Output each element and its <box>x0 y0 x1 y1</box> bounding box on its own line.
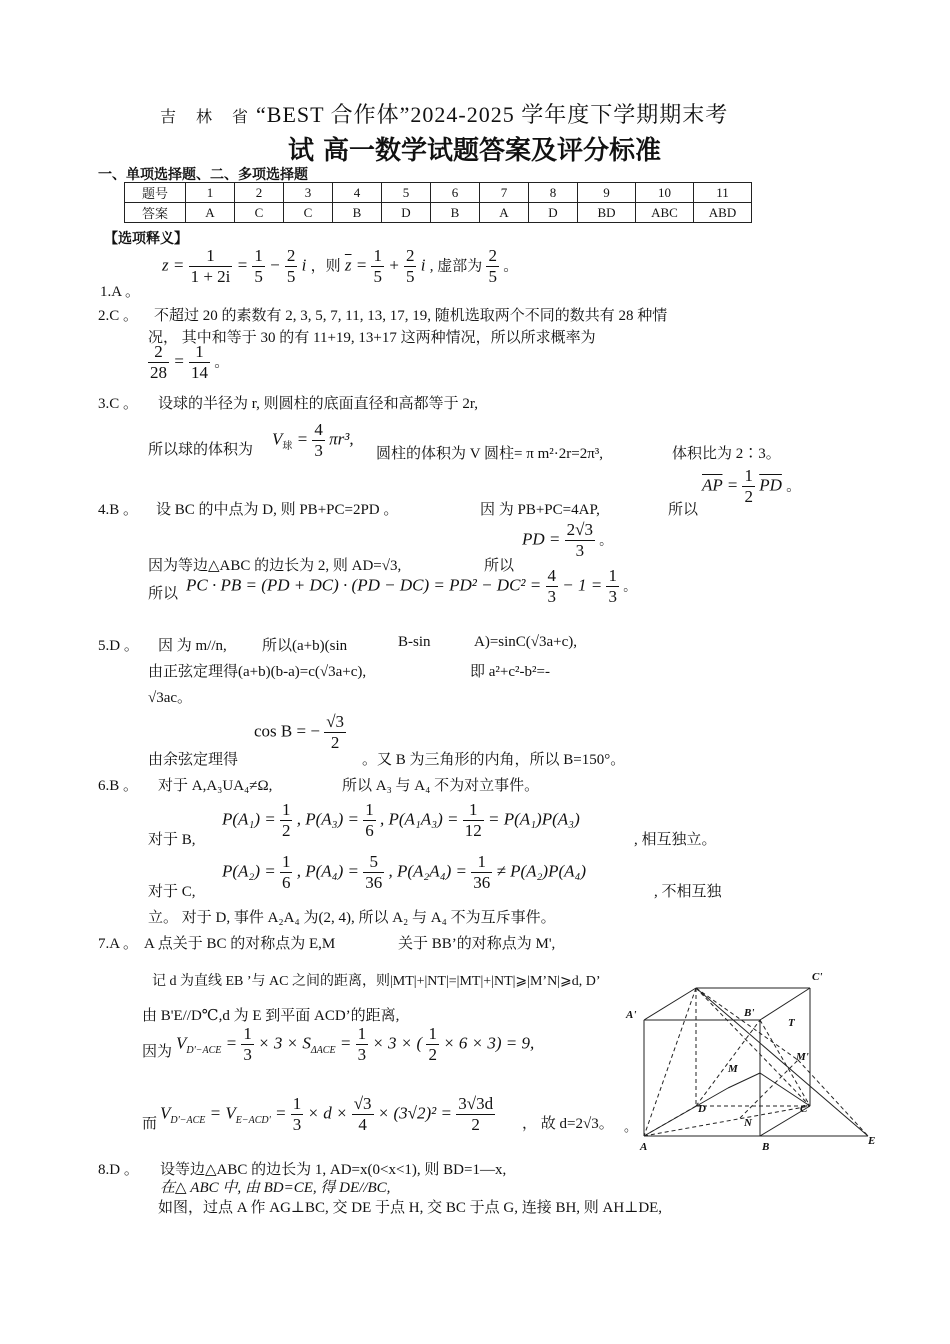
num: 5 <box>363 852 384 873</box>
den: 5 <box>373 267 382 286</box>
q7-frac <box>426 1024 439 1065</box>
q4-line1: 设 BC 的中点为 D, 则 PB+PC=2PD 。 <box>156 502 399 518</box>
cos: cos B = − <box>254 721 320 741</box>
q2-frac <box>148 342 169 383</box>
q4-formula1 <box>702 466 801 507</box>
op: = <box>236 255 249 275</box>
table-cell: 9 <box>578 183 636 203</box>
q7-label: 7.A 。 <box>98 936 139 952</box>
q6-pre3: 对于 C, <box>148 884 196 900</box>
q7-line1b: 关于 BB’的对称点为 M', <box>398 936 556 952</box>
q1-zbar: $\overline{z}$ <box>344 255 352 275</box>
title-main: “BEST 合作体”2024-2025 学年度下学期期末考 <box>256 102 729 127</box>
cube-diagram <box>620 968 880 1158</box>
sub: D'−ACE <box>170 1114 206 1126</box>
num: √3 <box>353 1094 372 1113</box>
den: 2 <box>330 733 340 752</box>
op: = <box>726 475 739 495</box>
op: i <box>420 255 426 275</box>
q8-line1: 设等边△ABC 的边长为 1, AD=x(0<x<1), 则 BD=1—x, <box>160 1162 507 1178</box>
table-cell: 5 <box>382 183 431 203</box>
q7-frac <box>456 1094 495 1135</box>
text: 。 <box>599 532 613 548</box>
num: 3√3d <box>458 1094 494 1113</box>
q7-line1a: A 点关于 BC 的对称点为 E,M <box>144 936 336 952</box>
expr: PC · PB = (PD + DC) · (PD − DC) = PD² − DC² = <box>186 575 542 595</box>
q1-z: z = <box>162 255 185 275</box>
table-cell: D <box>529 203 578 223</box>
q6-label: 6.B 。 <box>98 778 139 794</box>
num: 1 <box>189 342 210 363</box>
q4-line1b: 因 为 PB+PC=4AP, <box>480 502 600 518</box>
label-c-prime: C' <box>812 971 823 983</box>
pr: πr³ <box>329 429 350 449</box>
q3-line1: 设球的半径为 r, 则圆柱的底面直径和高都等于 2r, <box>158 396 479 412</box>
den: 3 <box>608 587 617 606</box>
q6-frac <box>280 800 293 841</box>
document-title-line2: 试 高一数学试题答案及评分标准 <box>288 136 662 166</box>
q7-frac <box>356 1024 369 1065</box>
num: √3 <box>326 712 345 731</box>
den: 3 <box>292 1115 302 1134</box>
op: × d × <box>307 1103 348 1123</box>
q8-line2: 在△ ABC 中, 由 BD=CE, 得 DE//BC, <box>160 1180 391 1196</box>
num: 2 <box>286 246 296 265</box>
num: 2 <box>148 342 169 363</box>
table-cell: 11 <box>694 183 752 203</box>
document-title-line1 <box>160 98 728 129</box>
label-a-prime: A' <box>626 1009 637 1021</box>
den: 3 <box>547 587 556 606</box>
table-cell: 4 <box>333 183 382 203</box>
v: V <box>160 1103 171 1123</box>
q7-frac <box>352 1094 374 1135</box>
q6-post2: , 相互独立。 <box>634 832 717 848</box>
num: 2 <box>405 246 415 265</box>
sub: 球 <box>282 440 293 452</box>
q7-pre4: 因为 <box>142 1044 173 1060</box>
sub: D'−ACE <box>186 1044 222 1056</box>
q7-formula5 <box>160 1094 495 1135</box>
num: 2√3 <box>566 520 593 539</box>
table-cell: 1 <box>186 183 235 203</box>
table-cell: D <box>382 203 431 223</box>
op: + <box>388 255 400 275</box>
explanation-heading: 【选项释义】 <box>104 231 188 247</box>
q5-post4: 。又 B 为三角形的内角，所以 B=150°。 <box>362 752 626 768</box>
text: 。 <box>623 578 637 594</box>
num: 1 <box>373 246 382 265</box>
q1-frac <box>404 246 417 287</box>
vec: $\overline{AP}$ <box>702 475 723 495</box>
q7-frac <box>291 1094 304 1135</box>
section-heading: 一、单项选择题、二、多项选择题 <box>98 167 308 183</box>
den: 5 <box>405 267 415 286</box>
q3-formula <box>272 420 354 461</box>
label-n: N <box>744 1117 752 1129</box>
table-cell: A <box>480 203 529 223</box>
expr: P(A₁) = <box>222 809 276 829</box>
q5-line2b: 即 a²+c²-b²=- <box>470 664 550 680</box>
q7-pre5: 而 <box>142 1116 158 1132</box>
op: − 1 = <box>562 575 603 595</box>
answer-row <box>125 203 752 223</box>
table-cell: 6 <box>431 183 480 203</box>
q4-line2: 因为等边△ABC 的边长为 2, 则 AD=√3, <box>148 558 402 574</box>
sub: E−ACD' <box>235 1114 271 1126</box>
label-a: A <box>640 1141 648 1153</box>
num: 1 <box>254 246 263 265</box>
expr: ≠ P(A₂)P(A₄) <box>496 861 587 881</box>
q5-line1a: 因 为 m//n, <box>158 638 227 654</box>
table-cell: 2 <box>235 183 284 203</box>
q3-ratio: 体积比为 2∶3。 <box>672 446 781 462</box>
label-e: E <box>868 1135 876 1147</box>
q7-line3: 由 B'E//D℃,d 为 E 到平面 ACD’的距离, <box>142 1008 400 1024</box>
q8-line3: 如图，过点 A 作 AG⊥BC, 交 DE 于点 H, 交 BC 于点 G, 连接 BH, 则 AH⊥DE, <box>158 1200 663 1216</box>
q4-frac <box>546 566 559 607</box>
label-t: T <box>788 1017 795 1029</box>
op: × (3√2)² = <box>377 1103 452 1123</box>
q2-formula <box>148 342 229 383</box>
pd: PD = <box>522 529 561 549</box>
q5-pre4: 由余弦定理得 <box>148 752 239 768</box>
den: 2 <box>744 487 753 506</box>
q6-pre2: 对于 B, <box>148 832 196 848</box>
label-b-prime: B' <box>744 1007 755 1019</box>
q5-line3: √3ac。 <box>148 690 193 706</box>
title-province: 吉 林 省 <box>160 109 257 126</box>
den: 36 <box>473 873 491 892</box>
table-cell: BD <box>578 203 636 223</box>
sub: ΔACE <box>310 1044 336 1056</box>
den: 6 <box>281 873 291 892</box>
op: × 6 × 3) = 9 <box>443 1033 531 1053</box>
op: − <box>269 255 281 275</box>
den: 36 <box>365 873 383 892</box>
q5-line2a: 由正弦定理得(a+b)(b-a)=c(√3a+c), <box>148 664 367 680</box>
table-cell: 8 <box>529 183 578 203</box>
q1-frac <box>486 246 499 287</box>
q6-post3: , 不相互独 <box>654 884 722 900</box>
op: = <box>225 1033 238 1053</box>
num: 1 <box>471 852 492 873</box>
v: V <box>272 429 283 449</box>
table-cell: B <box>431 203 480 223</box>
q4-frac <box>742 466 755 507</box>
q5-frac <box>324 712 346 753</box>
q1-frac <box>371 246 384 287</box>
den: 2 <box>281 821 291 840</box>
label-m: M <box>728 1063 738 1075</box>
op: = <box>275 1103 287 1123</box>
table-cell: 7 <box>480 183 529 203</box>
table-cell: ABD <box>694 203 752 223</box>
vec: $\overline{PD}$ <box>759 475 782 495</box>
q1-frac <box>285 246 298 287</box>
den: 3 <box>314 441 323 460</box>
answer-table <box>124 182 752 223</box>
q1-formula <box>162 246 518 287</box>
q5-line1d: A)=sinC(√3a+c), <box>474 634 578 650</box>
den: 5 <box>488 267 497 286</box>
expr: P(A₂) = <box>222 861 276 881</box>
q2-label: 2.C 。 <box>98 308 139 324</box>
q4-formula2 <box>522 520 612 561</box>
q7-frac <box>241 1024 254 1065</box>
den: 3 <box>243 1045 252 1064</box>
q1-frac <box>189 246 233 287</box>
text: ，则 <box>310 258 341 275</box>
q7-post5: ， 故 d=2√3。 <box>522 1116 614 1132</box>
num: 1 <box>744 466 753 485</box>
den: 28 <box>150 363 167 382</box>
num: 1 <box>357 1024 367 1043</box>
den: 14 <box>190 363 208 382</box>
q7-line2: 记 d 为直线 EB ’与 AC 之间的距离，则|MT|+|NT|=|MT|+|NT|⩾|M’N|⩾d, D’ <box>152 974 601 989</box>
den: 4 <box>358 1115 367 1134</box>
q5-line1c: B-sin <box>398 634 431 650</box>
den: 6 <box>365 821 374 840</box>
num: 2 <box>488 246 497 265</box>
label-d: D <box>698 1103 706 1115</box>
q2-line2: 况， 其中和等于 30 的有 11+19, 13+17 这两种情况，所以所求概率为 <box>148 330 596 346</box>
table-cell: 3 <box>284 183 333 203</box>
q4-frac <box>606 566 619 607</box>
table-cell: C <box>284 203 333 223</box>
op: = <box>339 1033 352 1053</box>
num: 1 <box>281 852 291 871</box>
q4-label: 4.B 。 <box>98 502 139 518</box>
den: 2 <box>471 1115 480 1134</box>
table-cell: A <box>186 203 235 223</box>
row-label: 题号 <box>125 183 186 203</box>
q5-formula <box>254 712 346 753</box>
q1-frac <box>252 246 265 287</box>
q6-frac <box>463 800 484 841</box>
text: , 虚部为 <box>429 258 483 275</box>
q5-line1b: 所以(a+b)(sin <box>262 638 348 654</box>
q6-formula-c <box>222 852 586 893</box>
q6-frac <box>363 800 376 841</box>
den: 1 + 2i <box>190 267 231 286</box>
expr: , P(A₃) = <box>296 809 359 829</box>
text: 。 <box>214 354 230 371</box>
q7-formula4 <box>176 1024 534 1065</box>
table-cell: C <box>235 203 284 223</box>
op: × 3 × S <box>258 1033 311 1053</box>
q4-so2: 所以 <box>484 558 515 574</box>
num: 1 <box>292 1094 302 1113</box>
q2-frac <box>189 342 210 383</box>
q6-frac <box>471 852 492 893</box>
label-m-prime: M' <box>796 1051 809 1063</box>
q3-label: 3.C 。 <box>98 396 139 412</box>
q5-label: 5.D 。 <box>98 638 139 654</box>
q6-frac <box>280 852 293 893</box>
num: 1 <box>189 246 233 267</box>
v: V <box>176 1033 187 1053</box>
q8-label: 8.D 。 <box>98 1162 139 1178</box>
question-number-row <box>125 183 752 203</box>
op: = <box>173 351 185 371</box>
q4-pre3: 所以 <box>148 586 179 602</box>
q3-frac <box>312 420 325 461</box>
num: 1 <box>281 800 291 819</box>
den: 2 <box>428 1045 437 1064</box>
q6-line1a: 对于 A,A₃UA₄≠Ω, <box>158 778 273 794</box>
op: i <box>301 255 307 275</box>
q1-label: 1.A 。 <box>100 284 141 300</box>
q6-line4: 立。 对于 D, 事件 A₂A₄ 为(2, 4), 所以 A₂ 与 A₄ 不为互斥事件。 <box>148 910 556 926</box>
text: 。 <box>786 478 802 495</box>
q4-formula3 <box>186 566 636 607</box>
row-label: 答案 <box>125 203 186 223</box>
table-cell: ABC <box>636 203 694 223</box>
num: 1 <box>243 1024 252 1043</box>
num: 1 <box>365 800 374 819</box>
den: 12 <box>464 821 482 840</box>
q4-frac <box>565 520 595 561</box>
op: × 3 × ( <box>372 1033 423 1053</box>
q6-line1b: 所以 A₃ 与 A₄ 不为对立事件。 <box>342 778 540 794</box>
q3-mid: 圆柱的体积为 V 圆柱= π m²·2r=2π³, <box>376 446 604 462</box>
den: 3 <box>575 541 585 560</box>
expr: = P(A₁)P(A₃) <box>488 809 580 829</box>
q7-end5: 。 <box>624 1119 638 1134</box>
text: 。 <box>503 258 519 275</box>
expr: , P(A₁A₃) = <box>379 809 459 829</box>
q6-formula-b <box>222 800 580 841</box>
den: 3 <box>357 1045 367 1064</box>
expr: , P(A₄) = <box>296 861 359 881</box>
op: = <box>296 429 309 449</box>
den: 5 <box>286 267 296 286</box>
label-c: C <box>800 1103 808 1115</box>
num: 1 <box>428 1024 437 1043</box>
num: 1 <box>463 800 484 821</box>
op: , <box>530 1033 535 1053</box>
q6-frac <box>363 852 384 893</box>
label-b: B <box>762 1141 770 1153</box>
num: 4 <box>547 566 556 585</box>
num: 1 <box>608 566 617 585</box>
op: = <box>355 255 368 275</box>
op: = V <box>209 1103 236 1123</box>
expr: , P(A₂A₄) = <box>388 861 467 881</box>
den: 5 <box>254 267 263 286</box>
table-cell: 10 <box>636 183 694 203</box>
num: 4 <box>314 420 323 439</box>
q3-pre: 所以球的体积为 <box>148 442 254 458</box>
q2-line1: 不超过 20 的素数有 2, 3, 5, 7, 11, 13, 17, 19, 随机选取两个不同的数共有 28 种情 <box>154 308 668 324</box>
table-cell: B <box>333 203 382 223</box>
op: , <box>349 429 354 449</box>
q4-so: 所以 <box>668 502 699 518</box>
